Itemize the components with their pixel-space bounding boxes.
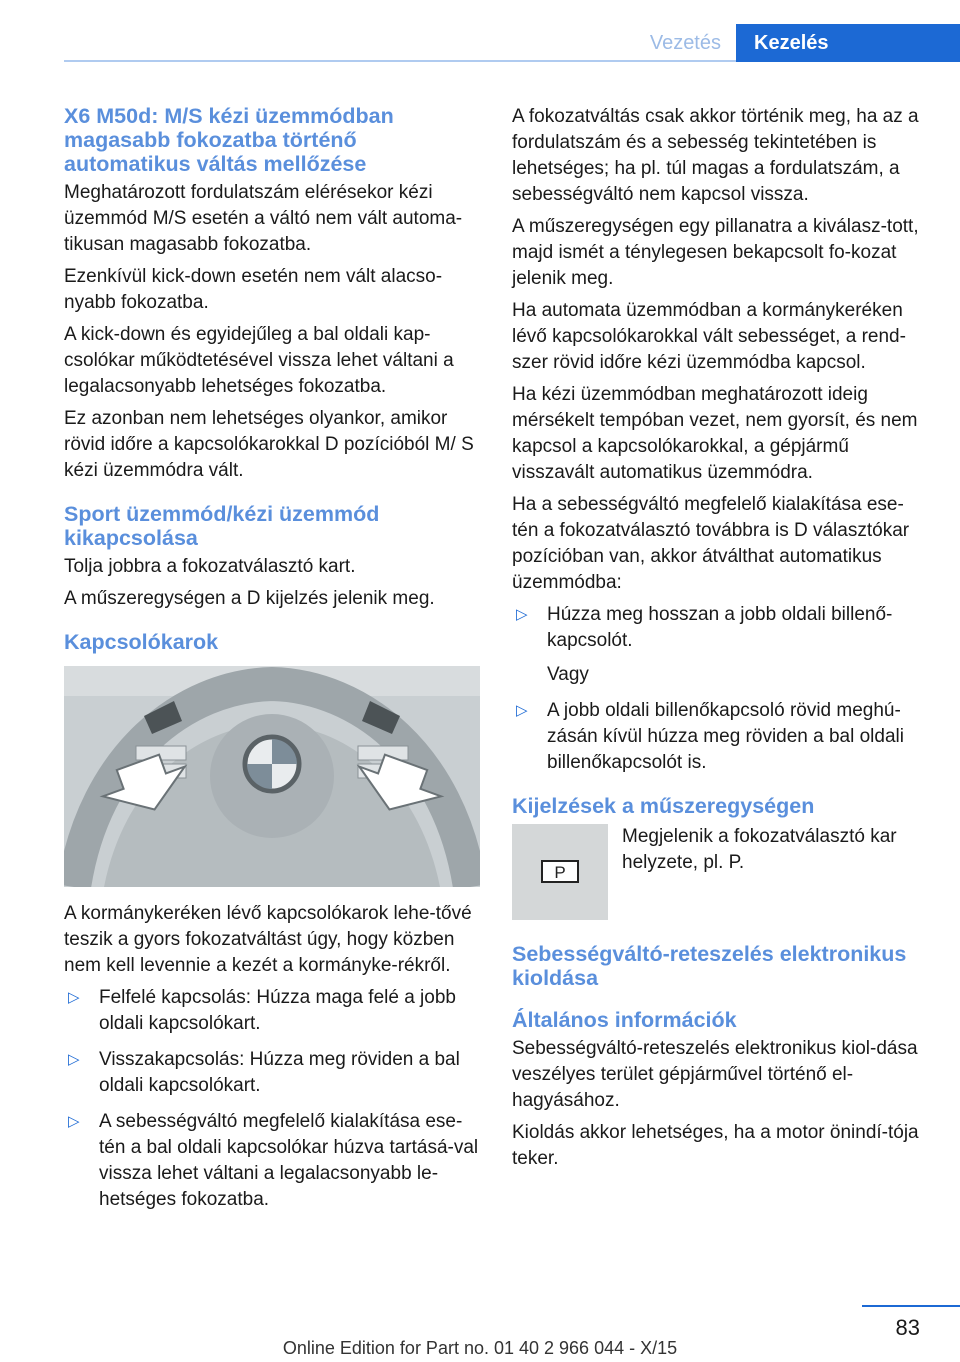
section-heading: Kijelzések a műszeregységen — [512, 794, 815, 818]
paragraph: A műszeregységen a D kijelzés jelenik meg. — [64, 588, 435, 609]
bullet-triangle-icon: ▷ — [68, 1051, 80, 1068]
paragraph: Meghatározott fordulatszám elérésekor kézi üzemmód M/S esetén a váltó nem vált automa-tikusan magasabb fokozatba. — [64, 182, 463, 255]
list-item: ▷ Felfelé kapcsolás: Húzza maga felé a jobb oldali kapcsolókart. — [68, 987, 456, 1034]
section-heading: Sport üzemmód/kézi üzemmód kikapcsolása — [64, 502, 380, 550]
left-column — [64, 104, 480, 1223]
paragraph: Sebességváltó-reteszelés elektronikus kiol-dása veszélyes terület gépjárművel történő el-hagyásához. — [512, 1038, 918, 1111]
tab-kezeles[interactable]: Kezelés — [736, 24, 960, 62]
section-heading: Sebességváltó-reteszelés elektronikus kioldása — [512, 942, 907, 990]
right-column — [512, 104, 924, 1178]
paragraph: A fokozatváltás csak akkor történik meg, ha az a fordulatszám és a sebesség tekintetében is lehetséges; ha pl. túl magas a fordulatszám, a sebességváltó nem kapcsol vissza. — [512, 106, 919, 205]
footer-text: Online Edition for Part no. 01 40 2 966 044 - X/15 — [282, 1338, 678, 1358]
paragraph: Kioldás akkor lehetséges, ha a motor önindí-tója teker. — [512, 1122, 919, 1169]
indicator-row — [512, 824, 924, 920]
tab-vezetes[interactable]: Vezetés — [649, 32, 721, 54]
paragraph: A kick-down és egyidejűleg a bal oldali kap-csolókar működtetésével vissza lehet váltani a legalacsonyabb lehetséges fokozatba. — [64, 324, 454, 397]
paragraph: Tolja jobbra a fokozatválasztó kart. — [64, 556, 356, 577]
bullet-triangle-icon: ▷ — [68, 989, 80, 1006]
list-item: ▷ A sebességváltó megfelelő kialakítása ese-tén a bal oldali kapcsolókar húzva tartásá-val vissza lehet váltani a legalacsonyabb le-hetséges fokozatba. — [68, 1111, 479, 1210]
footer-rule — [862, 1305, 960, 1307]
paragraph: Ha kézi üzemmódban meghatározott ideig mérsékelt tempóban vezet, nem gyorsít, és nem kapcsol a kapcsolókarokkal, a gépjármű visszavált automatikus üzemmódra. — [512, 384, 918, 483]
gear-letter: P — [554, 863, 566, 882]
paragraph: A kormánykeréken lévő kapcsolókarok lehe-tővé teszik a gyors fokozatváltást úgy, hogy közben nem kell levennie a kezét a kormányke-rékről. — [64, 903, 472, 976]
list-item: ▷ Húzza meg hosszan a jobb oldali billenő-kapcsolót. Vagy — [512, 602, 924, 688]
gear-indicator-p-icon — [512, 824, 608, 920]
paragraph: Megjelenik a fokozatválasztó kar helyzete, pl. P. — [622, 826, 897, 873]
bullet-list — [64, 985, 480, 1213]
section-heading: X6 M50d: M/S kézi üzemmódban magasabb fokozatba történő automatikus váltás mellőzése — [64, 104, 394, 176]
bullet-triangle-icon: ▷ — [516, 606, 528, 623]
page-number: 83 — [895, 1315, 920, 1340]
bullet-triangle-icon: ▷ — [516, 702, 528, 719]
paragraph: Ezenkívül kick-down esetén nem vált alacso-nyabb fokozatba. — [64, 266, 443, 313]
bullet-list — [512, 602, 924, 776]
section-heading: Kapcsolókarok — [64, 630, 219, 654]
list-item: ▷ Visszakapcsolás: Húzza meg röviden a bal oldali kapcsolókart. — [68, 1049, 460, 1096]
paragraph: Ez azonban nem lehetséges olyankor, amikor rövid időre a kapcsolókarokkal D pozícióból M/ S kézi üzemmódra vált. — [64, 408, 474, 481]
vagy-label: Vagy — [547, 664, 589, 685]
paragraph: Ha automata üzemmódban a kormánykeréken lévő kapcsolókarokkal vált sebességet, a rend-szer rövid időre kézi üzemmódba kapcsol. — [512, 300, 906, 373]
paragraph: A műszeregységen egy pillanatra a kiválasz-tott, majd ismét a ténylegesen bekapcsolt fo-kozat jelenik meg. — [512, 216, 919, 289]
list-item: ▷ A jobb oldali billenőkapcsoló rövid meghú-zásán kívül húzza meg röviden a bal oldali billenőkapcsolót is. — [516, 700, 904, 773]
steering-wheel-paddles-image — [64, 666, 480, 887]
section-heading: Általános információk — [512, 1008, 737, 1032]
bullet-triangle-icon: ▷ — [68, 1113, 80, 1130]
paragraph: Ha a sebességváltó megfelelő kialakítása ese-tén a fokozatválasztó továbbra is D választókar pozícióban van, akkor átválthat automatikus üzemmódba: — [512, 494, 910, 593]
